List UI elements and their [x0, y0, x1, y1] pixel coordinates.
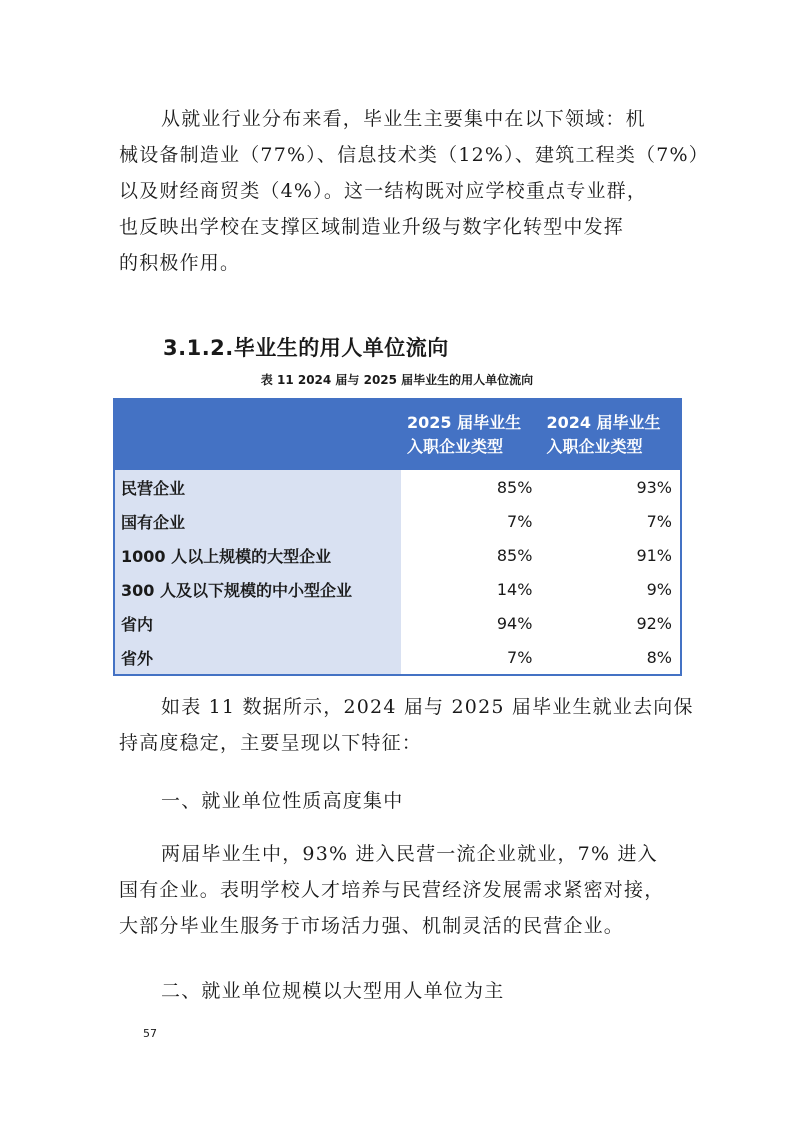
point-two-title: [119, 973, 679, 1009]
value-2024: 7%: [646, 511, 672, 531]
point-one-title: [119, 783, 679, 819]
value-2025: 94%: [496, 613, 533, 633]
table-row: [114, 640, 681, 675]
point-two-title-text: 二、就业单位规模以大型用人单位为主: [161, 980, 505, 1002]
point-one-line: 大部分毕业生服务于市场活力强、机制灵活的民营企业。: [119, 915, 625, 937]
value-2025: 85%: [496, 477, 533, 497]
header-blank: [114, 399, 401, 470]
employer-flow-table: [113, 398, 682, 676]
intro-line: 也反映出学校在支撑区域制造业升级与数字化转型中发挥: [119, 216, 625, 238]
header-2024: [540, 399, 681, 470]
value-2025: 7%: [507, 647, 533, 667]
header-2025-text: 2025 届毕业生 入职企业类型: [407, 413, 522, 456]
row-label: 民营企业: [114, 470, 401, 504]
point-one-title-text: 一、就业单位性质高度集中: [161, 790, 404, 812]
value-2025: 85%: [496, 545, 533, 565]
summary-line: 如表 11 数据所示，2024 届与 2025 届毕业生就业去向保: [161, 696, 694, 718]
table-header-row: [114, 399, 681, 470]
value-2024: 93%: [636, 477, 672, 497]
intro-line: 以及财经商贸类（4%）。这一结构既对应学校重点专业群，: [119, 180, 648, 202]
value-2025: 7%: [507, 511, 533, 531]
table-row: [114, 504, 681, 538]
point-one-line: 两届毕业生中，93% 进入民营一流企业就业，7% 进入: [161, 843, 658, 865]
table-caption: 表 11 2024 届与 2025 届毕业生的用人单位流向: [260, 373, 534, 387]
value-2024: 8%: [646, 647, 672, 667]
header-2025: [401, 399, 540, 470]
intro-line: 从就业行业分布来看，毕业生主要集中在以下领域：机: [161, 108, 646, 130]
row-label: 1000 人以上规模的大型企业: [114, 538, 401, 572]
page-number: 57: [143, 1027, 157, 1040]
intro-paragraph: [119, 101, 710, 281]
row-label: 国有企业: [114, 504, 401, 538]
intro-line: 械设备制造业（77%）、信息技术类（12%）、建筑工程类（7%）: [119, 144, 710, 166]
table-row: [114, 538, 681, 572]
value-2024: 91%: [636, 545, 672, 565]
table-row: [114, 572, 681, 606]
value-2025: 14%: [496, 579, 533, 599]
summary-paragraph: [119, 689, 694, 761]
point-one-line: 国有企业。表明学校人才培养与民营经济发展需求紧密对接，: [119, 879, 665, 901]
summary-line: 持高度稳定，主要呈现以下特征：: [119, 732, 423, 754]
intro-line: 的积极作用。: [119, 252, 241, 274]
row-label: 省内: [114, 606, 401, 640]
table-row: [114, 606, 681, 640]
table-row: [114, 470, 681, 504]
value-2024: 92%: [636, 613, 672, 633]
value-2024: 9%: [646, 579, 672, 599]
point-one-body: [119, 836, 679, 944]
row-label: 省外: [114, 640, 401, 675]
header-2024-text: 2024 届毕业生 入职企业类型: [546, 413, 661, 456]
section-heading: 3.1.2.毕业生的用人单位流向: [163, 336, 449, 360]
row-label: 300 人及以下规模的中小型企业: [114, 572, 401, 606]
